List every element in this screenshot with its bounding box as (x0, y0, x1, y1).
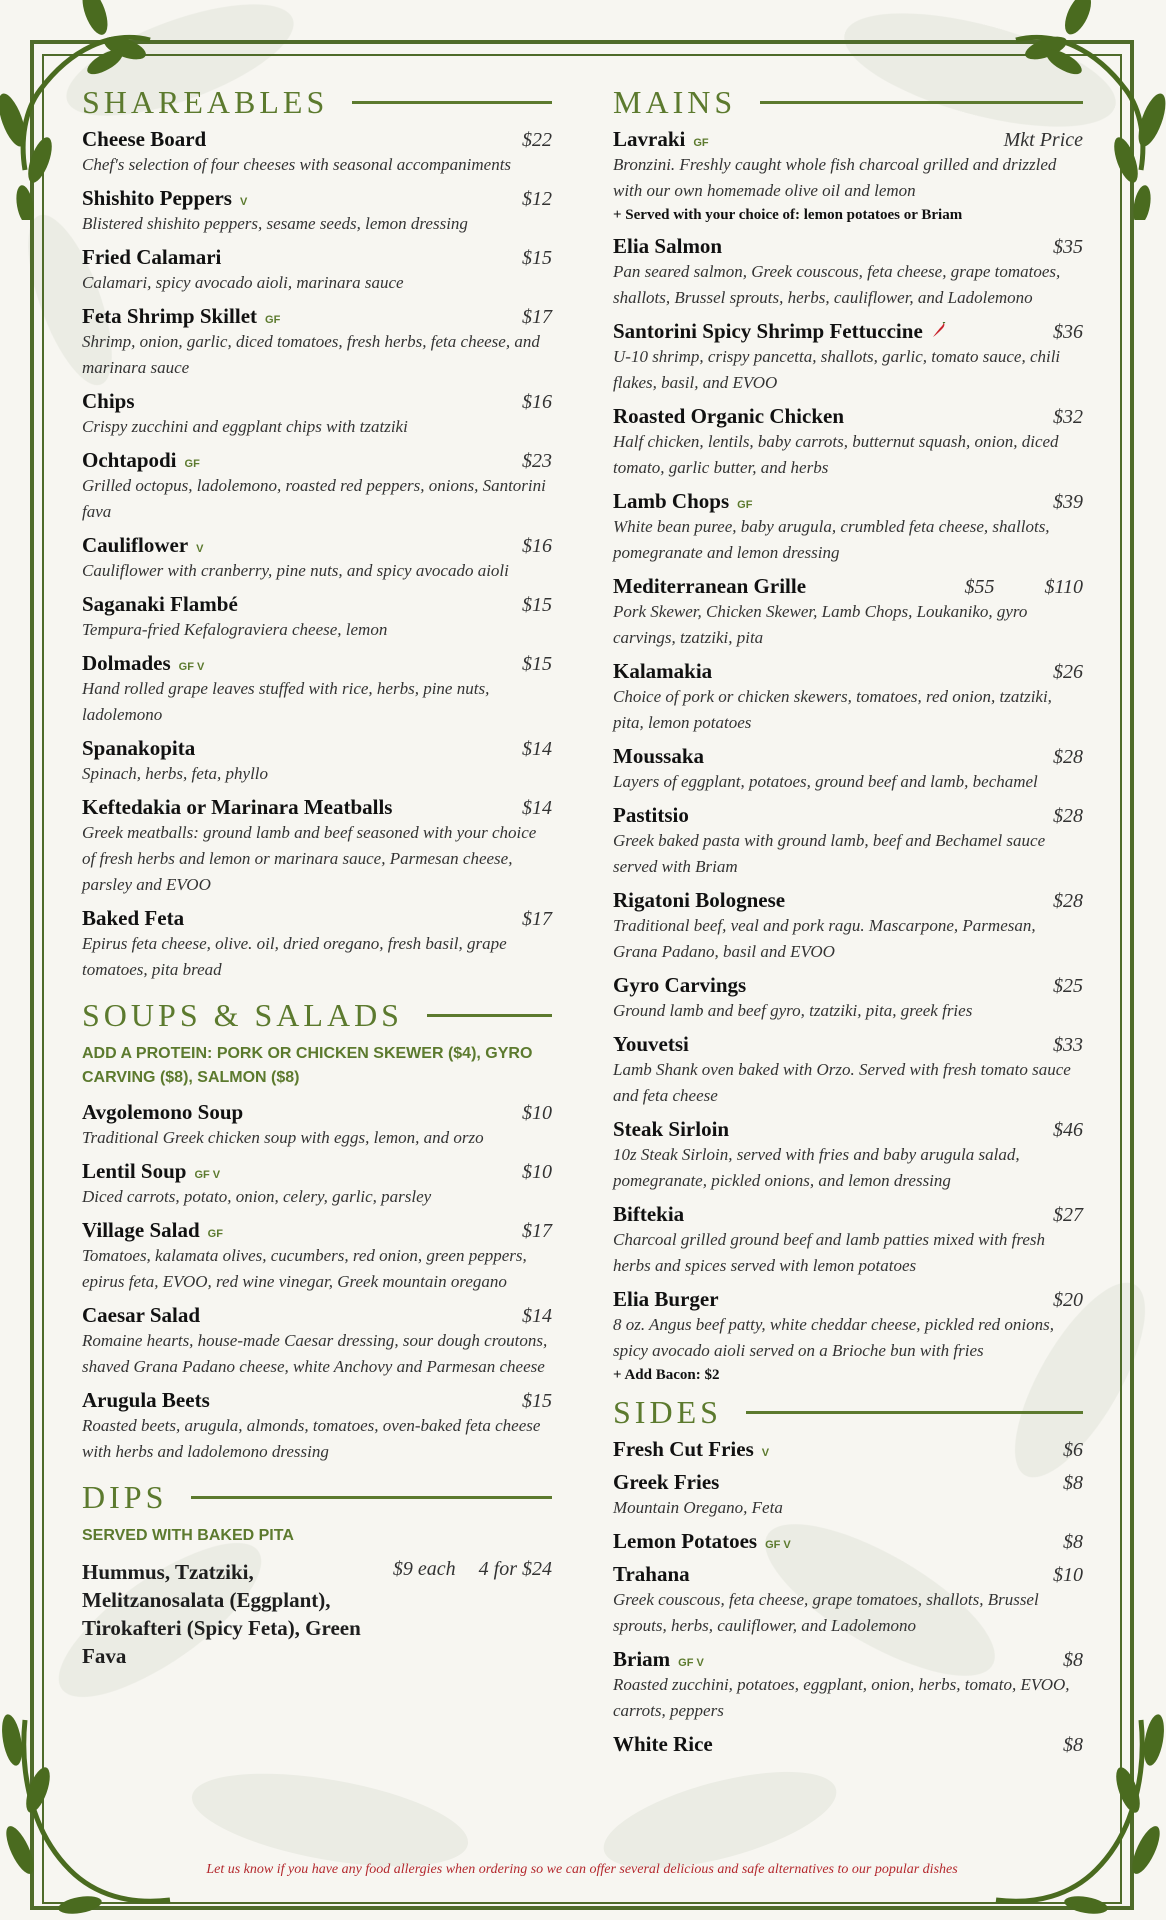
item-price: $8 (1063, 1649, 1083, 1671)
item-description: Lamb Shank oven baked with Orzo. Served with fresh tomato sauce and feta cheese (613, 1060, 1071, 1105)
item-description: Grilled octopus, ladolemono, roasted red peppers, onions, Santorini fava (82, 476, 546, 521)
dietary-tags: GF V (194, 1169, 221, 1181)
item-name: Chips (82, 389, 135, 413)
item-description: Crispy zucchini and eggplant chips with tzatziki (82, 417, 408, 436)
item-name: Arugula Beets (82, 1388, 210, 1412)
menu-item (613, 1470, 1083, 1521)
dietary-tags: GF (184, 458, 200, 470)
item-description: Tempura-fried Kefalograviera cheese, lemon (82, 620, 388, 639)
dietary-tags: V (761, 1447, 770, 1459)
price-four: 4 for $24 (478, 1558, 552, 1580)
dips-prices (393, 1558, 552, 1670)
menu-item (82, 1303, 552, 1380)
item-price: Mkt Price (1003, 129, 1083, 151)
dietary-tags: GF (207, 1228, 223, 1240)
item-description: Shrimp, onion, garlic, diced tomatoes, fresh herbs, feta cheese, and marinara sauce (82, 332, 540, 377)
item-description: Pork Skewer, Chicken Skewer, Lamb Chops, Loukaniko, gyro carvings, tzatziki, pita (613, 602, 1028, 647)
dietary-tags: GF V (678, 1657, 704, 1669)
dips-name-line: Hummus, Tzatziki, (82, 1560, 254, 1584)
menu-item (613, 803, 1083, 880)
item-name: Gyro Carvings (613, 973, 747, 997)
dietary-tags: GF (265, 314, 281, 326)
protein-addon-note: ADD A PROTEIN: PORK OR CHICKEN SKEWER ($4), GYRO CARVING ($8), SALMON ($8) (82, 1045, 533, 1086)
menu-item (82, 448, 552, 525)
item-name: Moussaka (613, 744, 705, 768)
mains-list-a (613, 234, 1083, 311)
item-description: White bean puree, baby arugula, crumbled feta cheese, shallots, pomegranate and lemon dressing (613, 517, 1050, 562)
item-price: $10 (522, 1102, 552, 1124)
item-price: $15 (522, 1390, 552, 1412)
menu-item (613, 404, 1083, 481)
item-price: $10 (522, 1161, 552, 1183)
item-price: $14 (522, 1305, 552, 1327)
item-price: $32 (1053, 406, 1083, 428)
item-description: Mountain Oregano, Feta (613, 1498, 783, 1517)
item-name: Keftedakia or Marinara Meatballs (82, 795, 393, 819)
item-price: $8 (1063, 1734, 1083, 1756)
menu-item (82, 1100, 552, 1151)
section-title: MAINS (613, 84, 737, 120)
item-name: Elia Salmon (613, 234, 723, 258)
item-description: 10z Steak Sirloin, served with fries and baby arugula salad, pomegranate, pickled onions, and lemon dressing (613, 1145, 1020, 1190)
item-price-large: $110 (1044, 576, 1083, 598)
section-title: DIPS (82, 1479, 168, 1515)
item-description: Roasted beets, arugula, almonds, tomatoes, oven-baked feta cheese with herbs and ladolemono dressing (82, 1416, 541, 1461)
dietary-tags: V (196, 543, 204, 555)
item-name: Youvetsi (613, 1032, 689, 1056)
menu-item (613, 1117, 1083, 1194)
item-price: $17 (522, 1220, 552, 1242)
item-price: $23 (522, 450, 552, 472)
sides-list (613, 1437, 1083, 1757)
item-price: $17 (522, 908, 552, 930)
item-description: Traditional Greek chicken soup with eggs, lemon, and orzo (82, 1128, 484, 1147)
item-description: Calamari, spicy avocado aioli, marinara sauce (82, 273, 404, 292)
item-name: Lentil Soup (82, 1159, 187, 1183)
item-price-small: $55 (964, 576, 995, 598)
menu-item (613, 659, 1083, 736)
item-name: Mediterranean Grille (613, 574, 807, 598)
item-name: Briam (613, 1647, 671, 1671)
item-description: Blistered shishito peppers, sesame seeds, lemon dressing (82, 214, 468, 233)
menu-item (613, 1647, 1083, 1724)
item-price: $8 (1063, 1472, 1083, 1494)
item-price: $17 (522, 306, 552, 328)
item-price: $14 (522, 738, 552, 760)
section-divider (746, 1411, 1083, 1414)
item-name: Trahana (613, 1562, 690, 1586)
menu-item (613, 1732, 1083, 1757)
dietary-tags: GF V (765, 1539, 791, 1551)
item-description: Hand rolled grape leaves stuffed with rice, herbs, pine nuts, ladolemono (82, 679, 490, 724)
item-name: Kalamakia (613, 659, 713, 683)
item-price: $8 (1063, 1531, 1083, 1553)
vine-bottom-left-icon (0, 1700, 190, 1920)
soups-header (82, 997, 552, 1034)
item-name: Caesar Salad (82, 1303, 201, 1327)
dietary-tags: V (239, 196, 248, 208)
menu-item-mediterranean-grille (613, 574, 1083, 651)
item-name: Lavraki (613, 127, 686, 151)
item-price: $39 (1053, 491, 1083, 513)
menu-item (613, 1529, 1083, 1554)
shareables-header (82, 84, 552, 121)
left-column (82, 84, 552, 1670)
dips-name-line: Melitzanosalata (Eggplant), (82, 1588, 331, 1612)
item-price: $46 (1053, 1119, 1083, 1141)
mains-list-c (613, 659, 1083, 1279)
item-price: $27 (1053, 1204, 1083, 1226)
item-name: Rigatoni Bolognese (613, 888, 786, 912)
item-name: Elia Burger (613, 1287, 719, 1311)
item-name: Steak Sirloin (613, 1117, 730, 1141)
menu-item (82, 186, 552, 237)
item-description: Choice of pork or chicken skewers, tomatoes, red onion, tzatziki, pita, lemon potatoes (613, 687, 1052, 732)
item-description: Traditional beef, veal and pork ragu. Mascarpone, Parmesan, Grana Padano, basil and EVOO (613, 916, 1036, 961)
sides-header (613, 1394, 1083, 1431)
item-price: $10 (1053, 1564, 1083, 1586)
shareables-list (82, 127, 552, 983)
menu-item-elia-burger (613, 1287, 1083, 1386)
item-price: $22 (522, 129, 552, 151)
menu-item (613, 1562, 1083, 1639)
section-title: SHAREABLES (82, 84, 329, 120)
item-price: $20 (1053, 1289, 1083, 1311)
menu-item (82, 651, 552, 728)
menu-item (613, 1202, 1083, 1279)
item-name: Baked Feta (82, 906, 185, 930)
item-name: Cheese Board (82, 127, 207, 151)
dietary-tags: GF V (178, 661, 205, 673)
item-name: Avgolemono Soup (82, 1100, 244, 1124)
menu-item (82, 795, 552, 898)
item-price: $16 (522, 535, 552, 557)
item-price: $16 (522, 391, 552, 413)
item-price: $28 (1053, 890, 1083, 912)
item-name: Lamb Chops (613, 489, 730, 513)
item-name: Cauliflower (82, 533, 189, 557)
item-name: Biftekia (613, 1202, 685, 1226)
right-column (613, 84, 1083, 1765)
allergy-note: Let us know if you have any food allergies when ordering so we can offer several delicious and safe alternatives to our popular dishes (206, 1862, 958, 1877)
item-description: Greek baked pasta with ground lamb, beef and Bechamel sauce served with Briam (613, 831, 1046, 876)
menu-item (82, 1218, 552, 1295)
section-divider (427, 1014, 552, 1017)
menu-item (613, 973, 1083, 1024)
menu-item-lavraki (613, 127, 1083, 226)
item-description: Spinach, herbs, feta, phyllo (82, 764, 269, 783)
dips-item (82, 1558, 552, 1670)
menu-item (613, 234, 1083, 311)
item-price: $33 (1053, 1034, 1083, 1056)
section-divider (352, 101, 552, 104)
menu-item (82, 127, 552, 178)
chili-pepper-icon (931, 322, 947, 338)
item-description: Roasted zucchini, potatoes, eggplant, onion, herbs, tomato, EVOO, carrots, peppers (613, 1675, 1070, 1720)
item-description: Greek couscous, feta cheese, grape tomatoes, shallots, Brussel sprouts, herbs, cauliflower, and Ladolemono (613, 1590, 1039, 1635)
item-name: Spanakopita (82, 736, 196, 760)
item-description: Pan seared salmon, Greek couscous, feta cheese, grape tomatoes, shallots, Brussel sprouts, herbs, cauliflower, and Ladolemono (613, 262, 1061, 307)
item-extra: + Served with your choice of: lemon potatoes or Briam (613, 207, 963, 223)
item-name: Ochtapodi (82, 448, 177, 472)
dips-names (82, 1558, 382, 1670)
menu-item (82, 533, 552, 584)
item-price: $25 (1053, 975, 1083, 997)
menu-item (613, 489, 1083, 566)
item-description: Tomatoes, kalamata olives, cucumbers, red onion, green peppers, epirus feta, EVOO, red wine vinegar, Greek mountain oregano (82, 1246, 527, 1291)
menu-item (613, 1032, 1083, 1109)
item-name: Shishito Peppers (82, 186, 232, 210)
item-description: Bronzini. Freshly caught whole fish charcoal grilled and drizzled with our own homemade olive oil and lemon (613, 155, 1057, 200)
price-each: $9 each (392, 1558, 456, 1580)
item-description: Epirus feta cheese, olive. oil, dried oregano, fresh basil, grape tomatoes, pita bread (82, 934, 507, 979)
menu-item (82, 906, 552, 983)
menu-item (82, 389, 552, 440)
item-name: Saganaki Flambé (82, 592, 238, 616)
item-name: Greek Fries (613, 1470, 720, 1494)
item-name: Santorini Spicy Shrimp Fettuccine (613, 319, 923, 343)
item-description: 8 oz. Angus beef patty, white cheddar cheese, pickled red onions, spicy avocado aioli served on a Brioche bun with fries (613, 1315, 1054, 1360)
item-name: Dolmades (82, 651, 171, 675)
menu-item (82, 304, 552, 381)
menu-item (82, 736, 552, 787)
soups-list (82, 1100, 552, 1465)
item-description: Layers of eggplant, potatoes, ground beef and lamb, bechamel (613, 772, 1038, 791)
dietary-tags: GF (737, 499, 753, 511)
menu-item (82, 592, 552, 643)
item-price: $28 (1053, 805, 1083, 827)
item-price: $36 (1053, 321, 1083, 343)
item-name: Village Salad (82, 1218, 200, 1242)
item-description: Greek meatballs: ground lamb and beef seasoned with your choice of fresh herbs and lemon or marinara sauce, Parmesan cheese, parsley and EVOO (82, 823, 537, 894)
item-description: Cauliflower with cranberry, pine nuts, and spicy avocado aioli (82, 561, 509, 580)
item-description: Diced carrots, potato, onion, celery, garlic, parsley (82, 1187, 432, 1206)
menu-item (613, 1437, 1083, 1462)
dips-header (82, 1479, 552, 1516)
item-name: Fresh Cut Fries (613, 1437, 754, 1461)
item-price: $14 (522, 797, 552, 819)
menu-item (613, 744, 1083, 795)
item-name: Feta Shrimp Skillet (82, 304, 258, 328)
item-price: $6 (1063, 1439, 1083, 1461)
item-extra: + Add Bacon: $2 (613, 1367, 720, 1383)
item-description: Half chicken, lentils, baby carrots, butternut squash, onion, diced tomato, garlic butter, and herbs (613, 432, 1059, 477)
menu-item-fettuccine (613, 319, 1083, 396)
dips-note: SERVED WITH BAKED PITA (82, 1527, 294, 1544)
menu-item (82, 245, 552, 296)
menu-item (82, 1159, 552, 1210)
item-name: White Rice (613, 1732, 713, 1756)
dietary-tags: GF (693, 137, 709, 149)
item-price: $28 (1053, 746, 1083, 768)
section-title: SIDES (613, 1394, 722, 1430)
section-title: SOUPS & SALADS (82, 997, 403, 1033)
item-price: $15 (522, 594, 552, 616)
item-price: $15 (522, 653, 552, 675)
menu-item (613, 888, 1083, 965)
item-description: U-10 shrimp, crispy pancetta, shallots, garlic, tomato sauce, chili flakes, basil, and EVOO (613, 347, 1061, 392)
section-divider (760, 101, 1083, 104)
item-price: $26 (1053, 661, 1083, 683)
item-price: $35 (1053, 236, 1083, 258)
item-name: Lemon Potatoes (613, 1529, 758, 1553)
item-price: $15 (522, 247, 552, 269)
mains-list-b (613, 404, 1083, 566)
item-description: Chef's selection of four cheeses with seasonal accompaniments (82, 155, 512, 174)
item-description: Charcoal grilled ground beef and lamb patties mixed with fresh herbs and spices served with lemon potatoes (613, 1230, 1046, 1275)
section-divider (191, 1496, 552, 1499)
item-description: Romaine hearts, house-made Caesar dressing, sour dough croutons, shaved Grana Padano cheese, white Anchovy and Parmesan cheese (82, 1331, 548, 1376)
item-name: Fried Calamari (82, 245, 222, 269)
item-name: Pastitsio (613, 803, 689, 827)
dips-name-line: Tirokafteri (Spicy Feta), Green Fava (82, 1616, 361, 1668)
item-name: Roasted Organic Chicken (613, 404, 844, 428)
mains-header (613, 84, 1083, 121)
menu-item (82, 1388, 552, 1465)
item-description: Ground lamb and beef gyro, tzatziki, pita, greek fries (613, 1001, 973, 1020)
item-price: $12 (522, 188, 552, 210)
